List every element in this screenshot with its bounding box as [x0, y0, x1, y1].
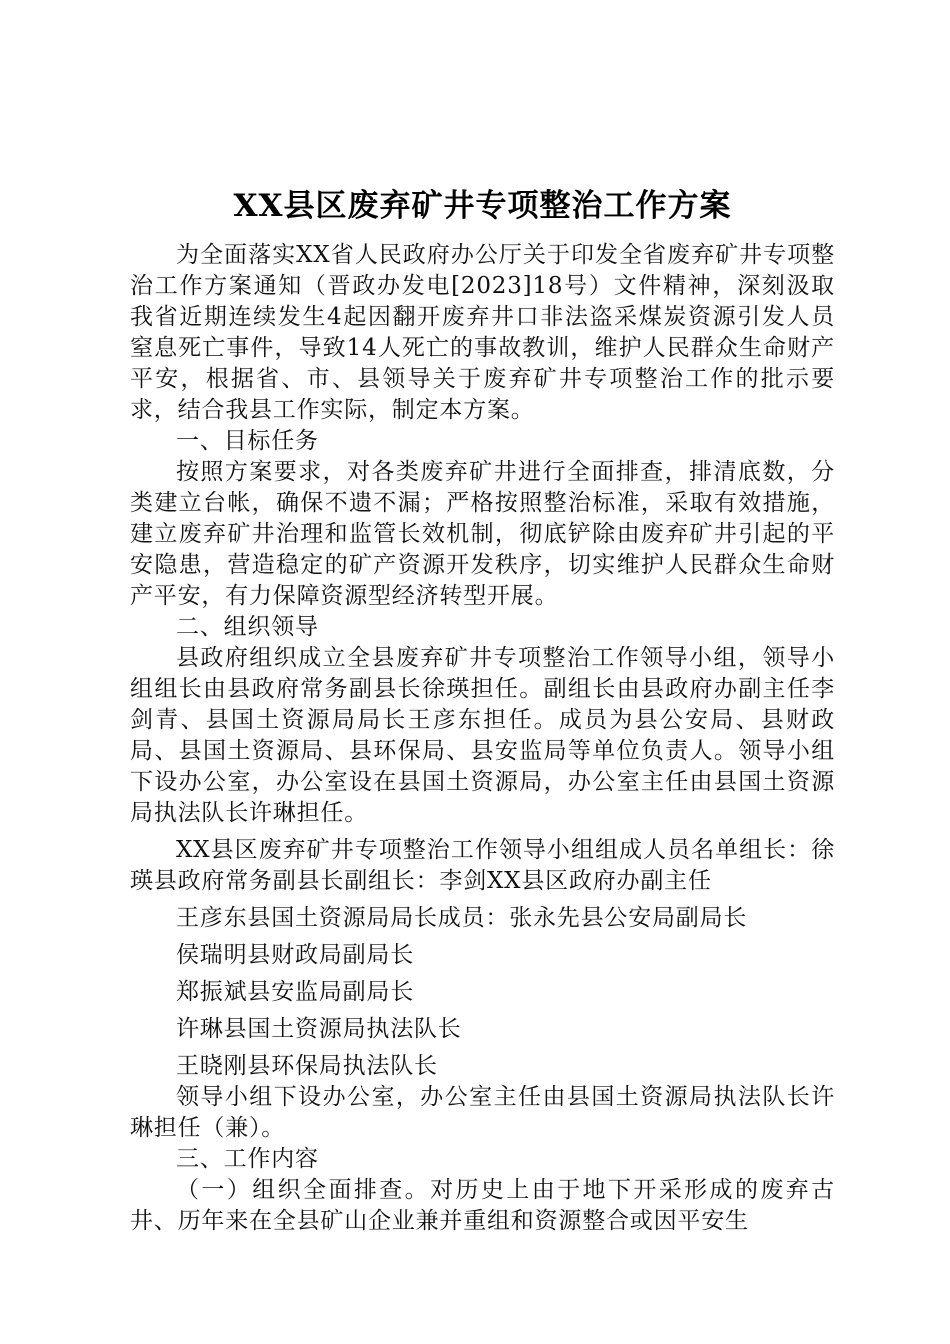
section-heading-goals: 一、目标任务: [176, 428, 319, 454]
goals-paragraph: 按照方案要求，对各类废弃矿井进行全面排查，排清底数，分类建立台帐，确保不遗不漏；严格按照整治标准，采取有效措施，建立废弃矿井治理和监管长效机制，彻底铲除由废弃矿井引起的平安隐患，营造稳定的矿产资源开发秩序，切实维护人民群众生命财产平安，有力保障资源型经济转型开展。: [130, 459, 835, 609]
organization-paragraph: 县政府组织成立全县废弃矿井专项整治工作领导小组，领导小组组长由县政府常务副县长徐瑛担任。副组长由县政府办副主任李剑青、县国土资源局局长王彦东担任。成员为县公安局、县财政局、县国土资源局、县环保局、县安监局等单位负责人。领导小组下设办公室，办公室设在县国土资源局，办公室主任由县国土资源局执法队长许琳担任。: [130, 645, 835, 826]
member-line: 侯瑞明县财政局副局长: [176, 942, 414, 968]
intro-paragraph: 为全面落实XX省人民政府办公厅关于印发全省废弃矿井专项整治工作方案通知（晋政办发电[2023]18号）文件精神，深刻汲取我省近期连续发生4起因翻开废弃井口非法盗采煤炭资源引发人员窒息死亡事件，导致14人死亡的事故教训，维护人民群众生命财产平安，根据省、市、县领导关于废弃矿井专项整治工作的批示要求，结合我县工作实际，制定本方案。: [130, 242, 835, 423]
document-title: XX县区废弃矿井专项整治工作方案: [233, 188, 732, 224]
member-list-intro: XX县区废弃矿井专项整治工作领导小组组成人员名单组长：徐瑛县政府常务副县长副组长：李剑XX县区政府办副主任: [130, 837, 835, 894]
member-line: 王晓刚县环保局执法队长: [176, 1053, 438, 1079]
member-line: 王彦东县国土资源局局长成员：张永先县公安局副局长: [176, 905, 748, 931]
section-heading-work: 三、工作内容: [176, 1146, 319, 1172]
office-paragraph: 领导小组下设办公室，办公室主任由县国土资源局执法队长许琳担任（兼）。: [130, 1084, 835, 1141]
document-body: [130, 182, 835, 1237]
member-line: 郑振斌县安监局副局长: [176, 979, 414, 1005]
section-heading-organization: 二、组织领导: [176, 614, 319, 640]
work-paragraph: （一）组织全面排查。对历史上由于地下开采形成的废弃古井、历年来在全县矿山企业兼并重组和资源整合或因平安生: [130, 1177, 835, 1234]
member-line: 许琳县国土资源局执法队长: [176, 1016, 462, 1042]
